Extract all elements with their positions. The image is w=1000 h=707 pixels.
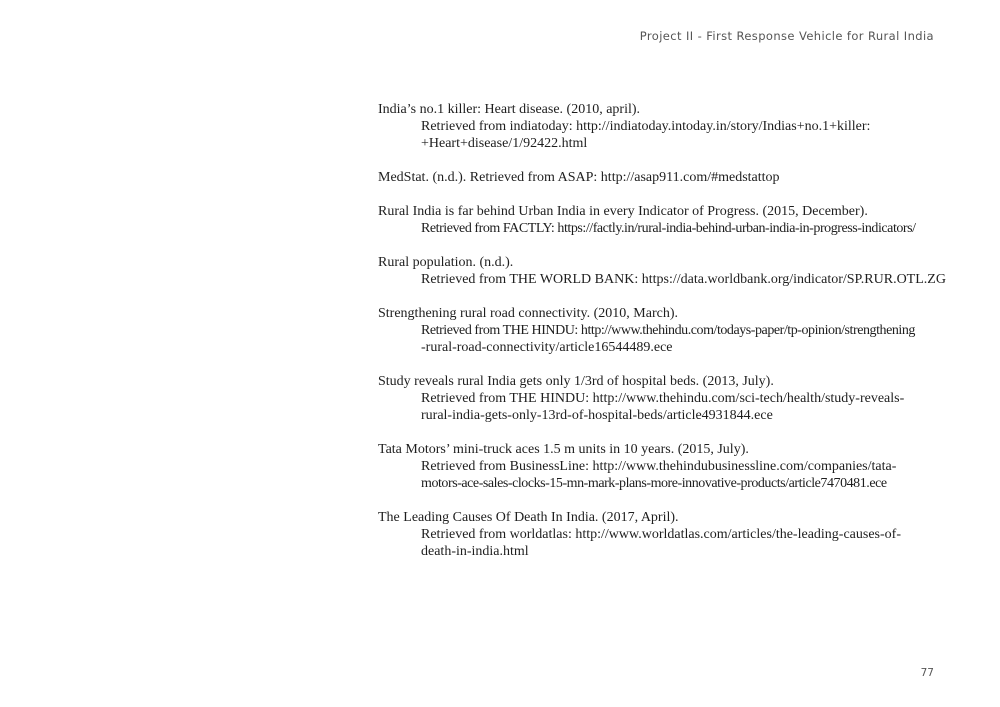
reference-title: Rural India is far behind Urban India in every Indicator of Progress. (2015, December). <box>378 204 868 219</box>
reference-entry <box>378 441 938 492</box>
reference-entry <box>378 254 946 288</box>
page-number: 77 <box>920 667 934 679</box>
reference-source: Retrieved from THE HINDU: http://www.thehindu.com/todays-paper/tp-opinion/strengthening <box>421 323 915 338</box>
reference-title: India’s no.1 killer: Heart disease. (2010, april). <box>378 102 641 117</box>
reference-source: -rural-road-connectivity/article16544489.ece <box>421 340 673 355</box>
reference-source: rural-india-gets-only-13rd-of-hospital-beds/article4931844.ece <box>421 408 773 423</box>
reference-entry <box>378 203 938 237</box>
reference-source: Retrieved from THE WORLD BANK: https://data.worldbank.org/indicator/SP.RUR.OTL.ZG <box>421 272 946 287</box>
reference-source: death-in-india.html <box>421 544 529 559</box>
reference-entry <box>378 305 938 356</box>
reference-title: MedStat. (n.d.). Retrieved from ASAP: http://asap911.com/#medstattop <box>378 170 780 185</box>
reference-title: Strengthening rural road connectivity. (2010, March). <box>378 306 679 321</box>
reference-entry <box>378 509 938 560</box>
running-header: Project II - First Response Vehicle for Rural India <box>639 29 934 43</box>
reference-source: Retrieved from FACTLY: https://factly.in/rural-india-behind-urban-india-in-progress-indicators/ <box>421 221 916 236</box>
reference-list <box>378 101 946 577</box>
reference-entry <box>378 101 938 152</box>
reference-source: +Heart+disease/1/92422.html <box>421 136 588 151</box>
reference-entry <box>378 169 938 186</box>
reference-title: Study reveals rural India gets only 1/3rd of hospital beds. (2013, July). <box>378 374 774 389</box>
reference-source: Retrieved from worldatlas: http://www.worldatlas.com/articles/the-leading-causes-of- <box>421 527 901 542</box>
reference-source: Retrieved from indiatoday: http://indiatoday.intoday.in/story/Indias+no.1+killer: <box>421 119 871 134</box>
reference-title: Rural population. (n.d.). <box>378 255 514 270</box>
reference-source: Retrieved from BusinessLine: http://www.thehindubusinessline.com/companies/tata- <box>421 459 897 474</box>
reference-title: Tata Motors’ mini-truck aces 1.5 m units in 10 years. (2015, July). <box>378 442 749 457</box>
reference-source: motors-ace-sales-clocks-15-mn-mark-plans-more-innovative-products/article7470481.ece <box>421 476 887 491</box>
reference-entry <box>378 373 938 424</box>
reference-title: The Leading Causes Of Death In India. (2017, April). <box>378 510 679 525</box>
reference-source: Retrieved from THE HINDU: http://www.thehindu.com/sci-tech/health/study-reveals- <box>421 391 905 406</box>
